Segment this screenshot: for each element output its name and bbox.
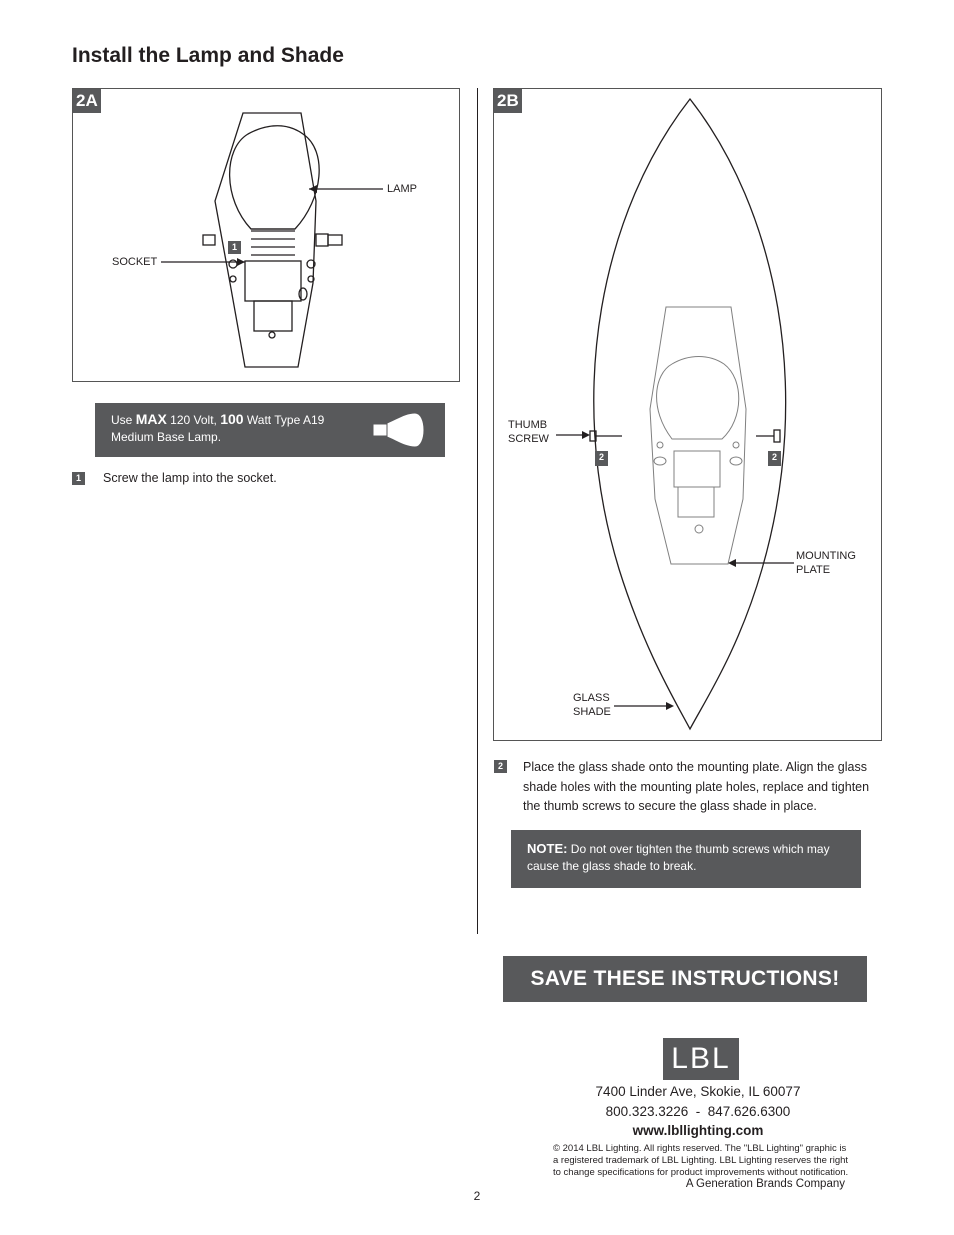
footer-phones: 800.323.3226 - 847.626.6300 [605, 1104, 791, 1119]
page-number: 2 [473, 1189, 481, 1203]
note-label: NOTE: [527, 841, 568, 856]
step-marker-1: 1 [231, 242, 237, 252]
note-callout [511, 830, 861, 888]
note-text: Do not over tighten the thumb screws which may cause the glass shade to break. [527, 842, 830, 873]
figure-2a-tag: 2A [73, 89, 101, 113]
step-marker-2-right: 2 [771, 452, 777, 462]
footer-copyright: © 2014 LBL Lighting. All rights reserved. The "LBL Lighting" graphic is a registered trademark of LBL Lighting. LBL Lighting reserves the right to change specifications for product improvements without notification. [553, 1143, 849, 1178]
footer-website: www.lbllighting.com [632, 1123, 764, 1138]
step-2-number: 2 [494, 760, 507, 773]
lamp-socket-illustration [73, 89, 461, 383]
figure-2a [72, 88, 460, 382]
step-1-number: 1 [72, 472, 85, 485]
lamp-callout [95, 403, 445, 457]
bulb-icon [367, 411, 427, 451]
socket-label: SOCKET [112, 256, 158, 268]
step-marker-2-left: 2 [598, 452, 604, 462]
step-2-text: Place the glass shade onto the mounting plate. Align the glass shade holes with the mounting plate holes, replace and tighten the thumb screws to secure the glass shade in place. [523, 760, 870, 813]
lamp-callout-line2: Medium Base Lamp. [111, 430, 222, 444]
thumb-screw-label: THUMB SCREW [508, 419, 549, 445]
lbl-logo: LBL [663, 1038, 739, 1080]
glass-shade-illustration [494, 89, 883, 742]
figure-2b-tag: 2B [494, 89, 522, 113]
lamp-label: LAMP [387, 183, 417, 195]
footer-brand: A Generation Brands Company [685, 1178, 845, 1190]
save-instructions-banner: SAVE THESE INSTRUCTIONS! [503, 956, 867, 1002]
glass-shade-label: GLASS SHADE [573, 692, 611, 718]
figure-2b [493, 88, 882, 741]
footer-address: 7400 Linder Ave, Skokie, IL 60077 [595, 1084, 801, 1099]
page-title: Install the Lamp and Shade [72, 44, 344, 67]
mounting-plate-label: MOUNTING PLATE [796, 550, 856, 576]
column-divider [477, 88, 478, 934]
lamp-callout-line1: Use MAX 120 Volt, 100 Watt Type A19 [111, 411, 325, 427]
step-1-text: Screw the lamp into the socket. [103, 471, 277, 485]
